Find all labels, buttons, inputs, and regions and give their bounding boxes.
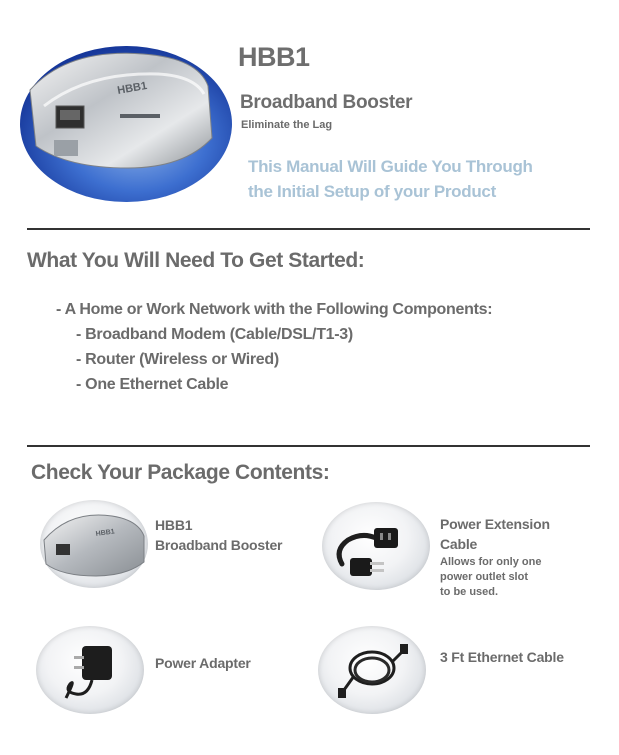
ethernet-cable-icon (318, 626, 426, 714)
requirements-main-item: - A Home or Work Network with the Following Components: (56, 301, 493, 318)
product-subtitle: Broadband Booster (240, 92, 413, 113)
package-item-label-line: Power Extension (440, 516, 550, 532)
svg-text:HBB1: HBB1 (116, 79, 149, 97)
package-item-label (440, 514, 550, 554)
package-item-image (318, 626, 426, 714)
product-title: HBB1 (238, 42, 310, 72)
package-item-image (322, 502, 430, 590)
requirements-sub-item: - One Ethernet Cable (76, 376, 229, 393)
requirements-list (56, 297, 492, 397)
package-item-label-line: Broadband Booster (155, 537, 283, 553)
package-item-note (440, 555, 550, 600)
svg-text:HBB1: HBB1 (95, 528, 116, 538)
router-device-icon (40, 500, 148, 588)
package-item-label-line: Cable (440, 536, 478, 552)
product-tagline: Eliminate the Lag (241, 119, 333, 131)
requirements-sub-item: - Broadband Modem (Cable/DSL/T1-3) (76, 326, 353, 343)
power-extension-cable-icon (322, 502, 430, 590)
guide-text-line-1: This Manual Will Guide You Through (248, 157, 533, 176)
requirements-sub-item: - Router (Wireless or Wired) (76, 351, 279, 368)
package-item-image (36, 626, 144, 714)
guide-text-line-2: the Initial Setup of your Product (248, 182, 496, 201)
power-adapter-icon (36, 626, 144, 714)
section-divider (27, 228, 590, 230)
package-item-label-line: HBB1 (155, 517, 193, 533)
product-hero-image (8, 28, 232, 204)
package-item-label: Power Adapter (155, 655, 251, 671)
package-item-note-line: Allows for only one (440, 556, 542, 568)
package-item-text (440, 514, 550, 600)
requirements-heading: What You Will Need To Get Started: (27, 249, 365, 272)
package-item-label: 3 Ft Ethernet Cable (440, 649, 564, 665)
package-heading: Check Your Package Contents: (31, 461, 330, 484)
guide-text (248, 154, 533, 204)
package-item-note-line: power outlet slot (440, 571, 528, 583)
package-item-note-line: to be used. (440, 586, 499, 598)
section-divider (27, 445, 590, 447)
package-item-label (155, 515, 282, 555)
package-item-image (40, 500, 148, 588)
